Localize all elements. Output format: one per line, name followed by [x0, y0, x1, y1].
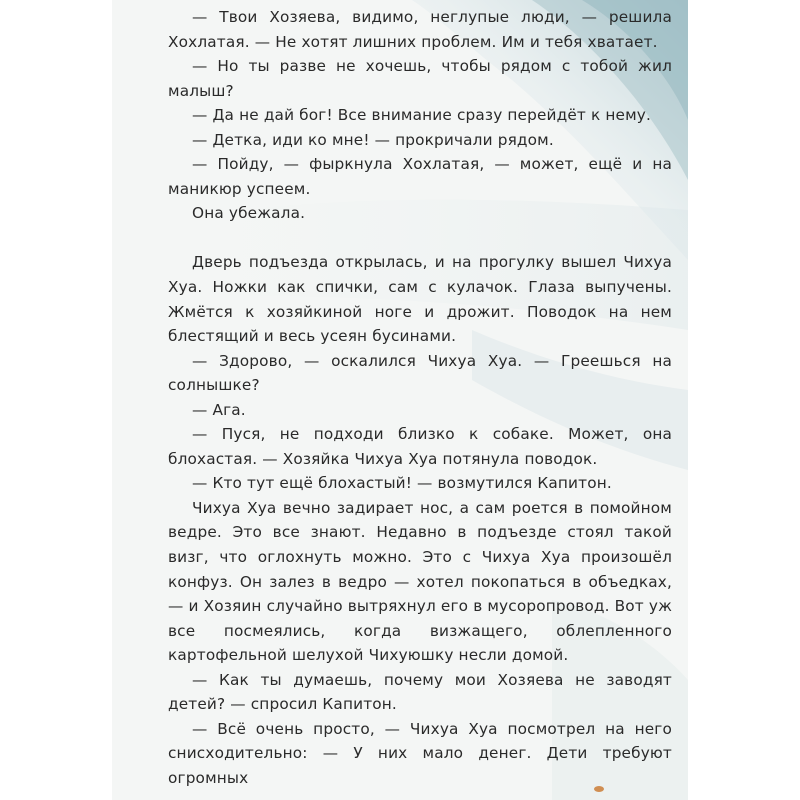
- paragraph-9: — Ага.: [192, 400, 246, 419]
- paragraph-8: — Здорово, — оскалился Чихуа Хуа. — Греешься на солнышке?: [168, 351, 672, 395]
- paragraph-2: — Но ты разве не хочешь, чтобы рядом с тобой жил малыш?: [168, 57, 672, 100]
- paragraph-1: — Твои Хозяева, видимо, неглупые люди, — решила Хохлатая. — Не хотят лишних проблем. Им и тебя хватает.: [168, 8, 672, 51]
- paragraph-10: — Пуся, не подходи близко к собаке. Может, она блохастая. — Хозяйка Чихуа Хуа потянула поводок.: [168, 425, 672, 468]
- paragraph-4: — Детка, иди ко мне! — прокричали рядом.: [192, 130, 554, 149]
- paragraph-13: — Как ты думаешь, почему мои Хозяева не заводят детей? — спросил Капитон.: [168, 670, 672, 714]
- illustration-fragment: [594, 786, 604, 792]
- book-page: [112, 0, 688, 800]
- page-text: [168, 5, 672, 791]
- paragraph-14: — Всё очень просто, — Чихуа Хуа посмотрел на него снисходительно: — У них мало денег. Дети требуют огромных: [168, 719, 672, 787]
- section-break: [168, 226, 672, 251]
- paragraph-6: Она убежала.: [192, 204, 306, 223]
- paragraph-12: Чихуа Хуа вечно задирает нос, а сам роется в помойном ведре. Это все знают. Недавно в подъезде стоял такой визг, что оглохнуть можно. Это с Чихуа Хуа произошёл конфуз. Он залез в ведро — хотел покопаться в объедках, — и Хозяин случайно вытряхнул его в мусоропровод. Вот уж все посмеялись, когда визжащего, облепленного картофельной шелухой Чихуюшку несли домой.: [168, 498, 673, 665]
- paragraph-5: — Пойду, — фыркнула Хохлатая, — может, ещё и на маникюр успеем.: [168, 155, 672, 198]
- paragraph-11: — Кто тут ещё блохастый! — возмутился Капитон.: [192, 474, 612, 493]
- paragraph-3: — Да не дай бог! Все внимание сразу перейдёт к нему.: [192, 106, 652, 125]
- paragraph-7: Дверь подъезда открылась, и на прогулку вышел Чихуа Хуа. Ножки как спички, сам с кулачок. Глаза выпучены. Жмётся к хозяйкиной ноге и дрожит. Поводок на нем блестящий и весь усеян бусинами.: [168, 253, 672, 346]
